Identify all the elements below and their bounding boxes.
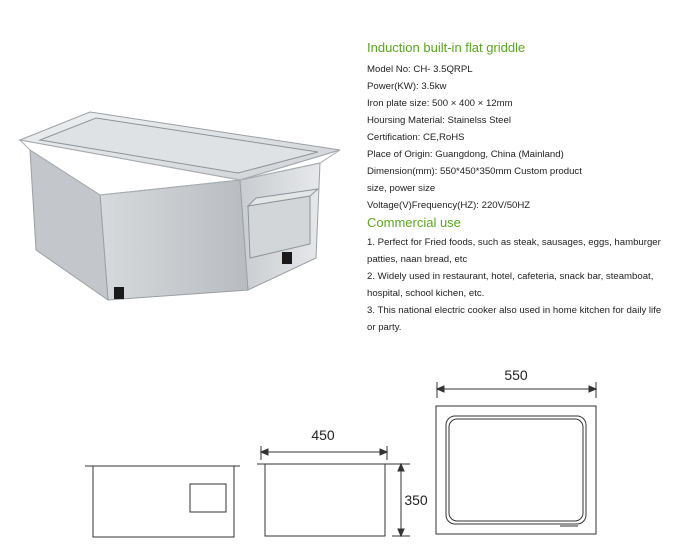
spec-line: Place of Origin: Guangdong, China (Mainland) bbox=[367, 149, 564, 160]
spec-line: Dimension(mm): 550*450*350mm Custom product bbox=[367, 166, 582, 177]
spec-line: Certification: CE,RoHS bbox=[367, 132, 465, 143]
foot bbox=[114, 287, 124, 299]
side-view-drawing bbox=[257, 446, 410, 536]
spec-line: Hoursing Material: Stainelss Steel bbox=[367, 115, 511, 126]
commercial-item: 1. Perfect for Fried foods, such as steak, sausages, eggs, hamburger patties, naan bread, etc bbox=[367, 237, 661, 265]
foot bbox=[282, 252, 292, 264]
spec-line: Power(KW): 3.5kw bbox=[367, 81, 447, 92]
product-title: Induction built-in flat griddle bbox=[367, 40, 526, 55]
body-side-left bbox=[30, 150, 108, 300]
height-dimension-label: 350 bbox=[404, 492, 428, 508]
commercial-use-heading: Commercial use bbox=[367, 215, 461, 230]
commercial-item: 3. This national electric cooker also used in home kitchen for daily life or party. bbox=[367, 305, 662, 333]
width-dimension-label: 450 bbox=[311, 427, 335, 443]
product-photo bbox=[0, 0, 360, 320]
spec-line: Model No: CH- 3.5QRPL bbox=[367, 64, 473, 75]
spec-panel bbox=[367, 40, 672, 336]
commercial-item: 2. Widely used in restaurant, hotel, cafeteria, snack bar, steamboat, hospital, school kichen, etc. bbox=[367, 271, 654, 299]
body-front bbox=[100, 180, 248, 300]
top-view-drawing bbox=[436, 382, 596, 534]
spec-line: Voltage(V)Frequency(HZ): 220V/50HZ bbox=[367, 200, 531, 211]
spec-line: size, power size bbox=[367, 183, 436, 194]
technical-drawings bbox=[0, 360, 678, 546]
spec-line: Iron plate size: 500 × 400 × 12mm bbox=[367, 98, 513, 109]
front-view-drawing bbox=[85, 466, 240, 537]
depth-dimension-label: 550 bbox=[504, 367, 528, 383]
